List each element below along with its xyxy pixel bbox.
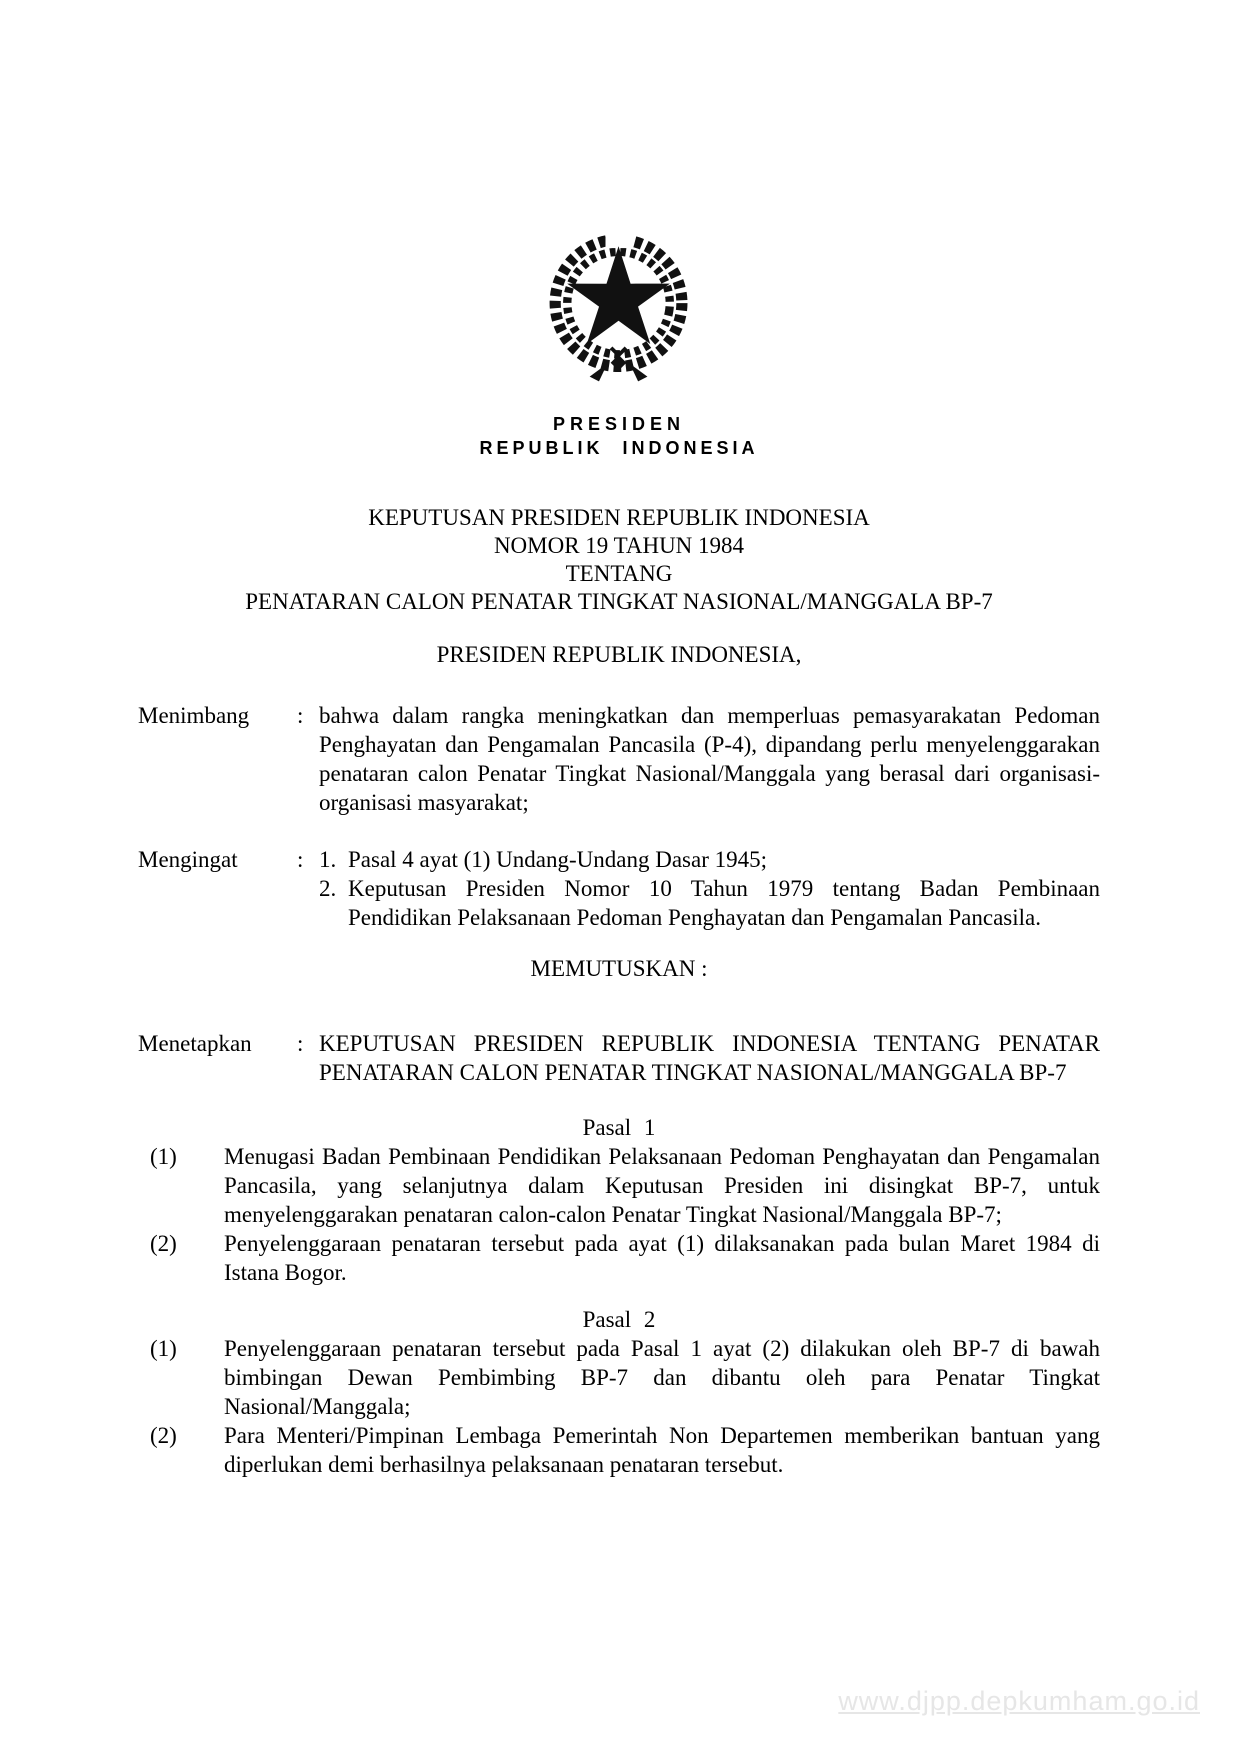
letterhead xyxy=(138,222,1100,386)
star-wreath-emblem-icon xyxy=(544,222,693,386)
clause-number: (2) xyxy=(150,1423,177,1448)
decree-title-line-4: PENATARAN CALON PENATAR TINGKAT NASIONAL/MANGGALA BP-7 xyxy=(245,589,993,614)
article-1-heading: Pasal 1 xyxy=(582,1115,656,1140)
menimbang-label: Menimbang xyxy=(138,703,250,728)
clause-number: (2) xyxy=(150,1231,177,1256)
clause xyxy=(138,1229,1100,1287)
menetapkan-text: KEPUTUSAN PRESIDEN REPUBLIK INDONESIA TENTANG PENATAR PENATARAN CALON PENATAR TINGKAT NASIONAL/MANGGALA BP-7 xyxy=(319,1031,1100,1085)
article-pasal-2 xyxy=(138,1305,1100,1479)
clause-number: (1) xyxy=(150,1144,177,1169)
menimbang-section xyxy=(138,701,1100,817)
mengingat-label: Mengingat xyxy=(138,847,238,872)
clause xyxy=(138,1142,1100,1229)
decree-title-line-2: NOMOR 19 TAHUN 1984 xyxy=(493,533,745,558)
watermark-url: www.djpp.depkumham.go.id xyxy=(838,1686,1200,1716)
article-2-heading: Pasal 2 xyxy=(582,1307,656,1332)
mengingat-item xyxy=(319,874,1100,932)
mengingat-item-text: Keputusan Presiden Nomor 10 Tahun 1979 tentang Badan Pembinaan Pendidikan Pelaksanaan Pedoman Penghayatan dan Pengamalan Pancasila. xyxy=(348,876,1100,930)
menetapkan-colon: : xyxy=(297,1031,304,1056)
menimbang-text: bahwa dalam rangka meningkatkan dan memperluas pemasyarakatan Pedoman Penghayatan dan Pengamalan Pancasila (P-4), dipandang perlu menyelenggarakan penataran calon Penatar Tingkat Nasional/Manggala yang berasal dari organisasi-organisasi masyarakat; xyxy=(319,703,1100,815)
decree-title-line-1: KEPUTUSAN PRESIDEN REPUBLIK INDONESIA xyxy=(368,505,870,530)
memutuskan-heading: MEMUTUSKAN : xyxy=(530,956,708,981)
decree-title-line-3: TENTANG xyxy=(565,561,673,586)
salutation: PRESIDEN REPUBLIK INDONESIA, xyxy=(436,642,802,667)
article-pasal-1 xyxy=(138,1113,1100,1287)
menetapkan-label: Menetapkan xyxy=(138,1031,252,1056)
letterhead-presiden: PRESIDEN xyxy=(552,414,686,434)
clause-text: Menugasi Badan Pembinaan Pendidikan Pelaksanaan Pedoman Penghayatan dan Pengamalan Pancasila, yang selanjutnya dalam Keputusan Presiden ini disingkat BP-7, untuk menyelenggarakan penataran calon-calon Penatar Tingkat Nasional/Manggala BP-7; xyxy=(224,1144,1100,1227)
menimbang-colon: : xyxy=(297,703,304,728)
letterhead-text xyxy=(138,412,1100,460)
clause xyxy=(138,1421,1100,1479)
mengingat-section xyxy=(138,845,1100,932)
clause-text: Penyelenggaraan penataran tersebut pada Pasal 1 ayat (2) dilakukan oleh BP-7 di bawah bimbingan Dewan Pembimbing BP-7 dan dibantu oleh para Penatar Tingkat Nasional/Manggala; xyxy=(224,1336,1100,1419)
clause-number: (1) xyxy=(150,1336,177,1361)
clause xyxy=(138,1334,1100,1421)
mengingat-items xyxy=(319,845,1100,932)
decree-title xyxy=(138,504,1100,616)
mengingat-item-number: 1. xyxy=(319,847,337,872)
mengingat-item xyxy=(319,845,1100,874)
clause-text: Penyelenggaraan penataran tersebut pada ayat (1) dilaksanakan pada bulan Maret 1984 di Istana Bogor. xyxy=(224,1231,1100,1285)
clause-text: Para Menteri/Pimpinan Lembaga Pemerintah Non Departemen memberikan bantuan yang diperlukan demi berhasilnya pelaksanaan penataran tersebut. xyxy=(224,1423,1100,1477)
menetapkan-section xyxy=(138,1029,1100,1087)
mengingat-colon: : xyxy=(297,847,304,872)
letterhead-republik-indonesia: REPUBLIK INDONESIA xyxy=(479,438,759,458)
mengingat-item-text: Pasal 4 ayat (1) Undang-Undang Dasar 1945; xyxy=(348,847,767,872)
mengingat-item-number: 2. xyxy=(319,876,337,901)
